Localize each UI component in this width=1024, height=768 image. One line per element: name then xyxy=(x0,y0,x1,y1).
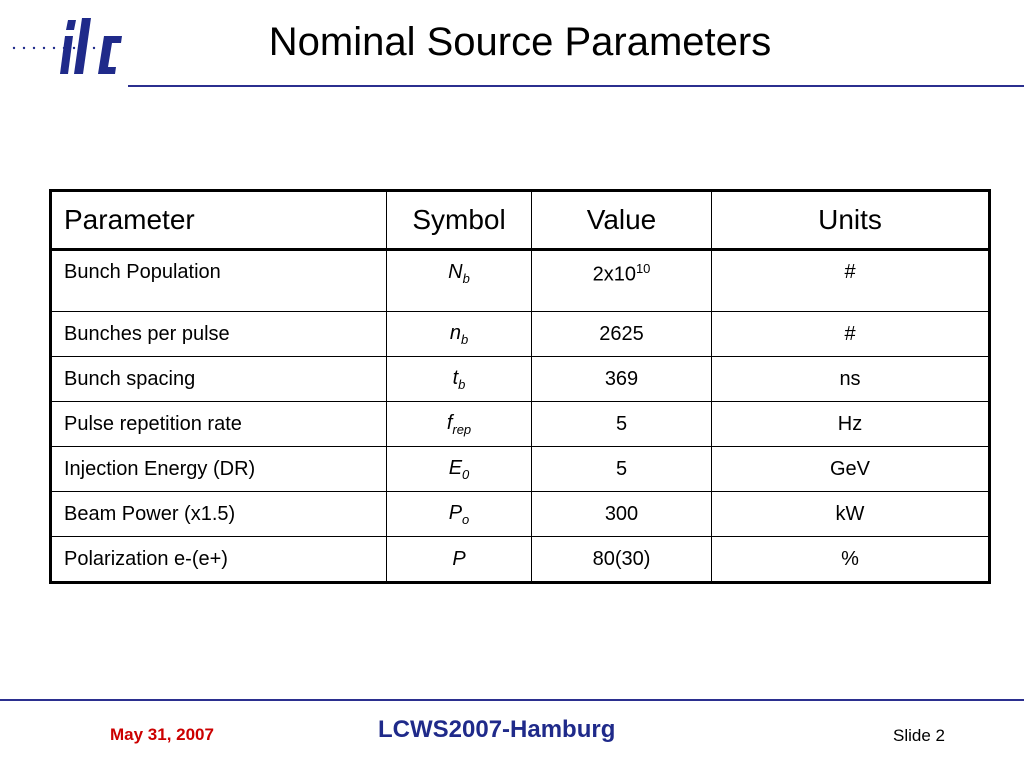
slide-number: Slide 2 xyxy=(893,726,945,745)
table-row xyxy=(51,402,990,447)
symbol-cell: $f_{rep}$ xyxy=(387,402,532,447)
column-header-symbol: Symbol xyxy=(387,191,532,250)
units-cell: kW xyxy=(712,492,990,537)
parameter-cell: Polarization e-(e+) xyxy=(51,537,387,583)
parameter-cell: Bunches per pulse xyxy=(51,312,387,357)
parameter-cell: Injection Energy (DR) xyxy=(51,447,387,492)
source-parameters-table xyxy=(49,189,991,584)
title-divider xyxy=(128,85,1024,87)
table-row xyxy=(51,312,990,357)
table-row xyxy=(51,357,990,402)
units-cell: % xyxy=(712,537,990,583)
symbol-cell: $E_0$ xyxy=(387,447,532,492)
symbol-cell: $N_b$ xyxy=(387,250,532,312)
parameter-cell: Beam Power (x1.5) xyxy=(51,492,387,537)
column-header-value: Value xyxy=(532,191,712,250)
units-cell: ns xyxy=(712,357,990,402)
parameter-cell: Bunch Population xyxy=(51,250,387,312)
units-cell: # xyxy=(712,312,990,357)
value-cell: 5 xyxy=(532,447,712,492)
footer-conference: LCWS2007-Hamburg xyxy=(378,716,616,743)
units-cell: Hz xyxy=(712,402,990,447)
symbol-cell: $P_o$ xyxy=(387,492,532,537)
value-cell: 5 xyxy=(532,402,712,447)
value-cell: 2625 xyxy=(532,312,712,357)
table-header-row xyxy=(51,191,990,250)
column-header-parameter: Parameter xyxy=(51,191,387,250)
units-cell: # xyxy=(712,250,990,312)
parameter-cell: Pulse repetition rate xyxy=(51,402,387,447)
table-row xyxy=(51,537,990,583)
symbol-cell: $n_b$ xyxy=(387,312,532,357)
ilc-logo xyxy=(10,12,130,82)
value-cell: $2x10^{10}$ xyxy=(532,250,712,312)
table-row xyxy=(51,250,990,312)
value-cell: 300 xyxy=(532,492,712,537)
symbol-cell: $t_b$ xyxy=(387,357,532,402)
value-cell: 80(30) xyxy=(532,537,712,583)
value-cell: 369 xyxy=(532,357,712,402)
table-row xyxy=(51,492,990,537)
footer-date: May 31, 2007 xyxy=(110,725,214,744)
parameter-cell: Bunch spacing xyxy=(51,357,387,402)
page-title: Nominal Source Parameters xyxy=(268,20,772,64)
column-header-units: Units xyxy=(712,191,990,250)
footer-divider xyxy=(0,699,1024,701)
table-row xyxy=(51,447,990,492)
symbol-cell: P xyxy=(387,537,532,583)
units-cell: GeV xyxy=(712,447,990,492)
